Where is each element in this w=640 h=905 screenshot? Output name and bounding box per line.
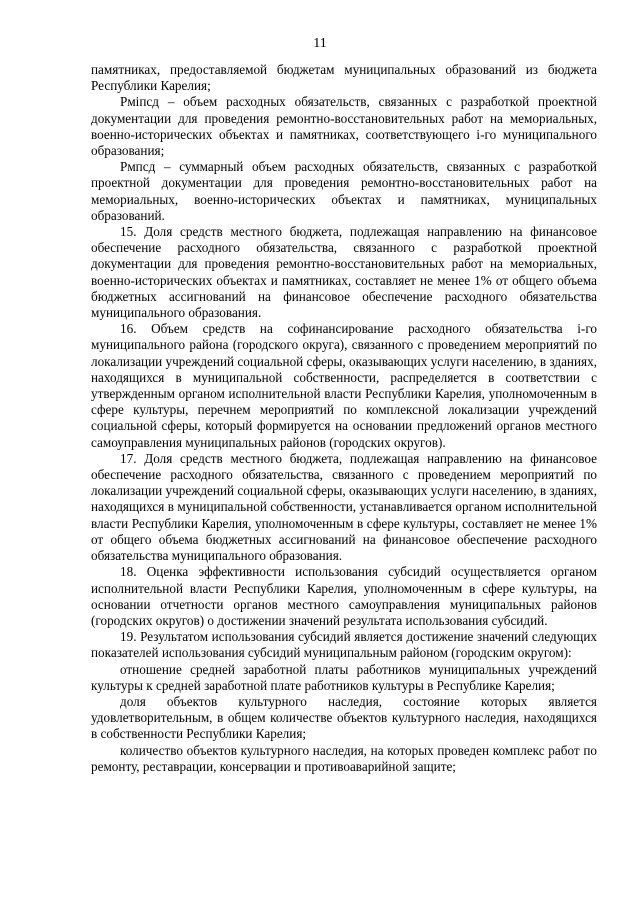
- indicator-salary-ratio: отношение средней заработной платы работников муниципальных учреждений культуры к средней заработной плате работников культуры в Республике Карелия;: [91, 661, 597, 693]
- indicator-heritage-count: количество объектов культурного наследия, на которых проведен комплекс работ по ремонту, реставрации, консервации и противоаварийной защите;: [91, 742, 597, 774]
- paragraph-item-17: 17. Доля средств местного бюджета, подлежащая направлению на финансовое обеспечение расходного обязательства, связанного с проведением мероприятий по локализации учреждений социальной сферы, оказывающих услуги населению, в зданиях, находящихся в муниципальной собственности, устанавливается органом исполнительной власти Республики Карелия, уполномоченным в сфере культуры, составляет не менее 1% от общего объема бюджетных ассигнований на финансовое обеспечение расходного обязательства муниципального образования.: [91, 450, 597, 564]
- paragraph-pmipsd-definition: Pмiпсд – объем расходных обязательств, связанных с разработкой проектной документации для проведения ремонтно-восстановительных работ на мемориальных, военно-исторических объектах и памятниках, соответствующего i-го муниципального образования;: [91, 94, 597, 159]
- paragraph-continuation: памятниках, предоставляемой бюджетам муниципальных образований из бюджета Республики Карелия;: [91, 62, 597, 94]
- paragraph-item-15: 15. Доля средств местного бюджета, подлежащая направлению на финансовое обеспечение расходного обязательства, связанного с разработкой проектной документации для проведения ремонтно-восстановительных работ на мемориальных, военно-исторических объектах и памятниках, составляет не менее 1% от общего объема бюджетных ассигнований на финансовое обеспечение расходного обязательства муниципального образования.: [91, 224, 597, 321]
- indicator-heritage-share: доля объектов культурного наследия, состояние которых является удовлетворительным, в общем количестве объектов культурного наследия, находящихся в собственности Республики Карелия;: [91, 693, 597, 742]
- paragraph-item-18: 18. Оценка эффективности использования субсидий осуществляется органом исполнительной власти Республики Карелия, уполномоченным в сфере культуры, на основании отчетности органов местного самоуправления муниципальных районов (городских округов) о достижении значений результата использования субсидий.: [91, 564, 597, 628]
- document-body: [91, 62, 597, 775]
- paragraph-item-19: 19. Результатом использования субсидий является достижение значений следующих показателей использования субсидий муниципальным районом (городским округом):: [91, 629, 597, 661]
- paragraph-pmpsd-definition: Pмпсд – суммарный объем расходных обязательств, связанных с разработкой проектной документации для проведения ремонтно-восстановительных работ на мемориальных, военно-исторических объектах и памятниках, муниципальных образований.: [91, 159, 597, 223]
- paragraph-item-16: 16. Объем средств на софинансирование расходного обязательства i-го муниципального района (городского округа), связанного с проведением мероприятий по локализации учреждений социальной сферы, оказывающих услуги населению, в зданиях, находящихся в муниципальной собственности, распределяется в соответствии с утвержденным органом исполнительной власти Республики Карелия, уполномоченным в сфере культуры, перечнем мероприятий по комплексной локализации учреждений социальной сферы, который формируется на основании предложений органов местного самоуправления муниципальных районов (городских округов).: [91, 321, 597, 450]
- page-number: 11: [313, 36, 327, 51]
